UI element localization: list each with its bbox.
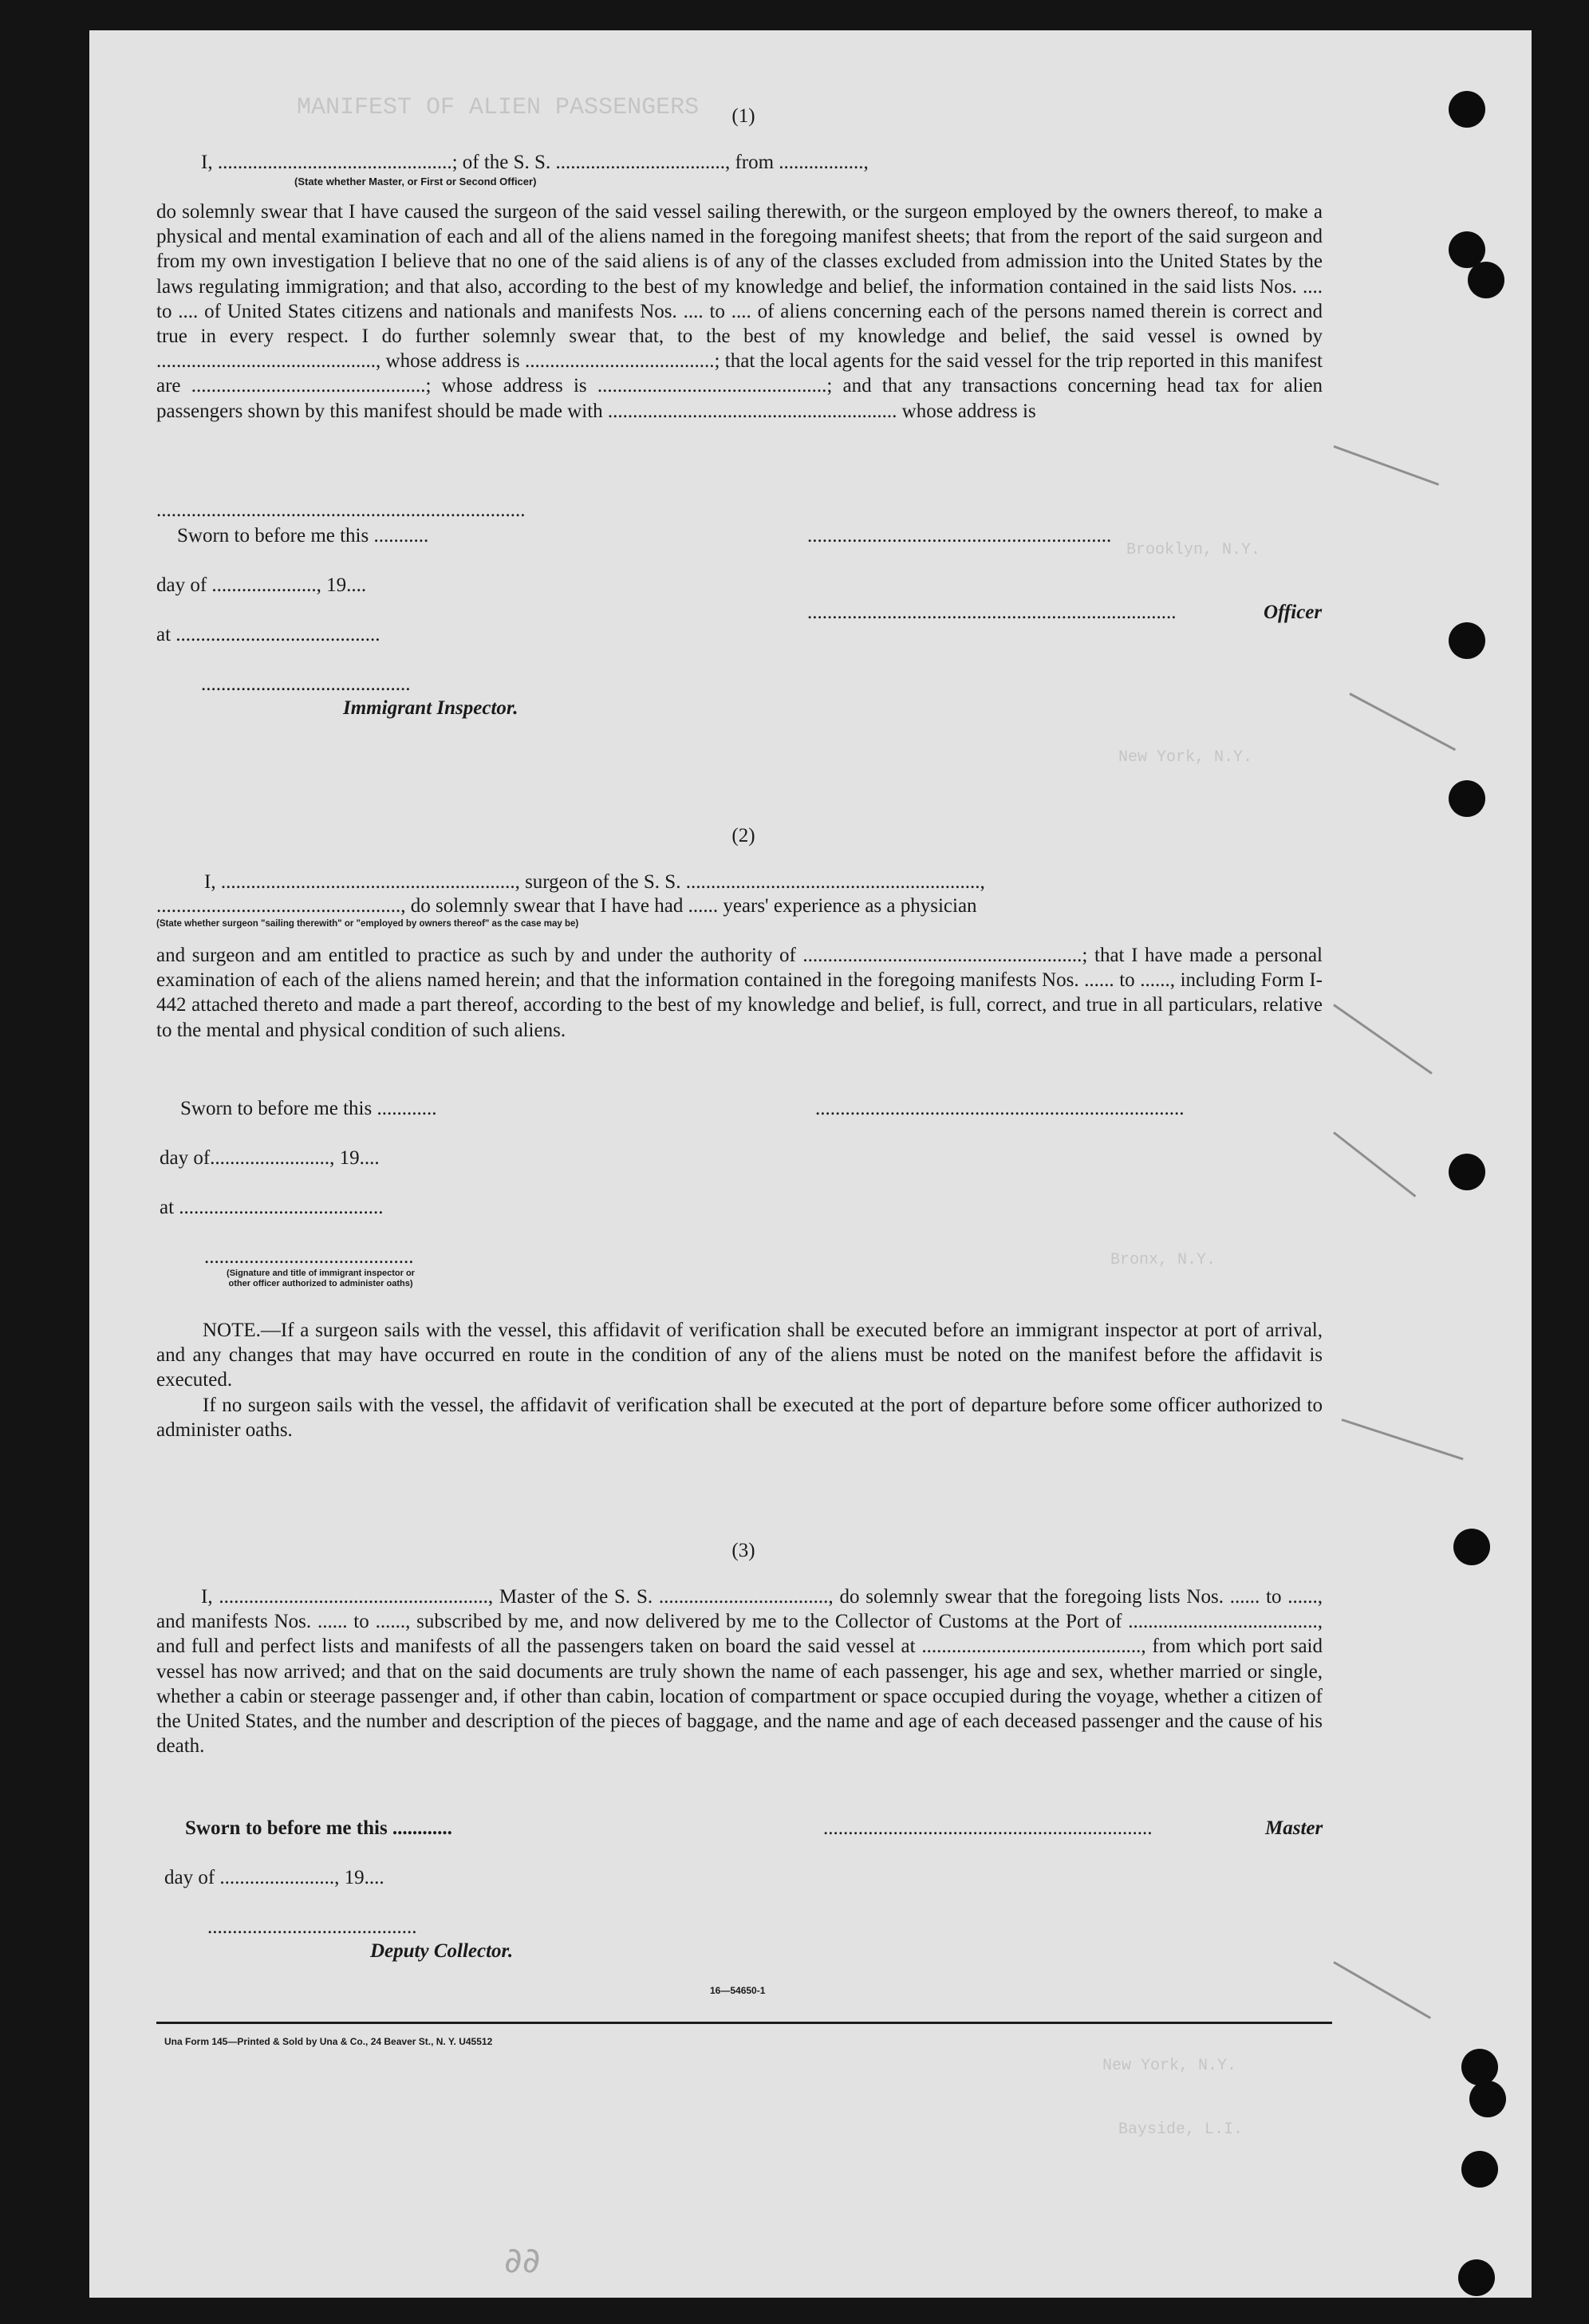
pencil-mark	[1342, 1418, 1464, 1460]
s3-master-signature-line: ..................................................................	[823, 1817, 1153, 1839]
s2-surgeon-signature-line: ..........................................................................	[815, 1098, 1185, 1119]
s2-at-line: at .........................................	[160, 1197, 384, 1218]
bleed-through-text: Bronx, N.Y.	[1110, 1251, 1216, 1269]
s2-signature-note-line2: other officer authorized to administer oaths)	[228, 1279, 413, 1288]
s1-day-line: day of ....................., 19....	[156, 574, 367, 596]
s2-note-paragraph-2: If no surgeon sails with the vessel, the affidavit of verification shall be executed at the port of departure before some officer authorized to administer oaths.	[156, 1395, 1323, 1442]
document-page	[89, 30, 1532, 2298]
section-1-number: (1)	[731, 105, 755, 127]
s3-collector-title: Deputy Collector.	[370, 1940, 514, 1962]
s3-sworn-line: Sworn to before me this ............	[185, 1817, 452, 1839]
s1-oath-paragraph: do solemnly swear that I have caused the surgeon of the said vessel sailing therewith, or the surgeon employed by the owners thereof, to make a physical and mental examination of each and all of the aliens named in the foregoing manifest sheets; that from the report of the said surgeon and from my own investigation I believe that no one of the said aliens is of any of the classes excluded from admission into the United States by the laws regulating immigration; and that also, according to the best of my knowledge and belief, the information contained in the said lists Nos. .... to .... of United States citizens and nationals and manifests Nos. .... to .... of aliens concerning each of the persons named therein is correct and true in every respect. I do further solemnly swear that, to the best of my knowledge and belief, the said vessel is owned by ............................................, whose address is ......................................; that the local agents for the said vessel for the trip reported in this manifest are ...............................................; whose address is ..............................................; and that any transactions concerning head tax for alien passengers shown by this manifest should be made with .......................................................... whose address is	[156, 201, 1323, 422]
punch-hole	[1449, 780, 1485, 817]
s1-sworn-line: Sworn to before me this ...........	[177, 525, 429, 546]
s1-master-note: (State whether Master, or First or Second Officer)	[294, 176, 537, 187]
pencil-mark	[1333, 1961, 1431, 2019]
punch-hole	[1461, 2151, 1498, 2188]
s3-collector-signature-line: ..........................................	[207, 1916, 417, 1938]
punch-hole	[1458, 2259, 1495, 2296]
footer-rule	[156, 2022, 1332, 2024]
punch-hole	[1461, 2049, 1498, 2085]
punch-hole	[1449, 622, 1485, 659]
s1-inspector-signature-line: ..........................................	[201, 673, 411, 695]
s2-oath-paragraph: and surgeon and am entitled to practice as such by and under the authority of ........................................................; that I have made a personal examination of each of the aliens named herein; and that the information contained in the foregoing manifests Nos. ...... to ......, including Form I-442 attached thereto and made a part thereof, according to the best of my knowledge and belief, is full, correct, and true in all particulars, relative to the mental and physical condition of such aliens.	[156, 945, 1323, 1041]
bleed-through-text: New York, N.Y.	[1118, 748, 1253, 767]
punch-hole	[1469, 2081, 1506, 2117]
s2-note-paragraph: NOTE.—If a surgeon sails with the vessel, this affidavit of verification shall be executed before an immigrant inspector at port of arrival, and any changes that may have occurred en route in the condition of any of the aliens must be noted on the manifest before the affidavit is executed.	[156, 1320, 1323, 1391]
s2-experience-line: ................................................., do solemnly swear that I have had ...... years' experience as a physician	[156, 895, 977, 917]
handwritten-mark: ∂∂	[504, 2240, 541, 2281]
punch-hole	[1468, 262, 1504, 298]
bleed-through-text: Brooklyn, N.Y.	[1126, 541, 1261, 559]
s2-signature-note	[201, 1269, 440, 1289]
s2-surgeon-note: (State whether surgeon "sailing therewith" or "employed by owners thereof" as the case may be)	[156, 919, 579, 929]
s1-at-line: at .........................................	[156, 624, 380, 645]
s3-master-label: Master	[1262, 1817, 1323, 1840]
section-2-number: (2)	[731, 825, 755, 846]
s1-declarant-line: I, ...............................................; of the S. S. .................................., from .................,	[201, 152, 869, 173]
s2-surgeon-line: I, ..........................................................., surgeon of the S. S. ...........................................................,	[204, 871, 985, 893]
bleed-through-text: MANIFEST OF ALIEN PASSENGERS	[297, 94, 700, 121]
form-code: 16—54650-1	[710, 1985, 766, 1996]
s2-officer-signature-line: ..........................................	[204, 1246, 414, 1268]
s1-officer-line-upper: .............................................................	[807, 525, 1112, 546]
pencil-mark	[1333, 445, 1439, 486]
bleed-through-text: New York, N.Y.	[1102, 2057, 1237, 2075]
s3-oath-paragraph: I, ......................................................, Master of the S. S. .................................., do solemnly swear that the foregoing lists Nos. ...... to ......, and manifests Nos. ...... to ......, subscribed by me, and now delivered by me to the Collector of Customs at the Port of ......................................, and full and perfect lists and manifests of all the passengers taken on board the said vessel at ............................................, from which port said vessel has now arrived; and that on the said documents are truly shown the name of each passenger, his age and sex, whether married or single, whether a cabin or steerage passenger and, if other than cabin, location of compartment or space occupied during the voyage, whether a citizen of the United States, and the number and description of the pieces of baggage, and the name and age of each deceased passenger and the cause of his death.	[156, 1586, 1323, 1758]
punch-hole	[1449, 1154, 1485, 1190]
bleed-through-text: Bayside, L.I.	[1118, 2121, 1244, 2139]
section-3-number: (3)	[731, 1540, 755, 1561]
printer-imprint: Una Form 145—Printed & Sold by Una & Co., 24 Beaver St., N. Y. U45512	[164, 2036, 493, 2047]
s1-oath-paragraph-tail: ..........................................................................	[156, 499, 526, 521]
s1-inspector-title: Immigrant Inspector.	[343, 697, 518, 719]
s1-officer-label: Officer	[1260, 602, 1322, 624]
s2-day-line: day of........................, 19....	[160, 1147, 380, 1169]
s3-day-line: day of ......................., 19....	[164, 1867, 384, 1888]
s2-sworn-line: Sworn to before me this ............	[180, 1098, 437, 1119]
punch-hole	[1449, 91, 1485, 128]
pencil-mark	[1333, 1004, 1433, 1074]
pencil-mark	[1349, 692, 1456, 751]
punch-hole	[1453, 1529, 1490, 1565]
s2-signature-note-line1: (Signature and title of immigrant inspector or	[227, 1269, 415, 1278]
pencil-mark	[1333, 1131, 1416, 1197]
s1-officer-line: ..........................................................................	[807, 602, 1177, 623]
